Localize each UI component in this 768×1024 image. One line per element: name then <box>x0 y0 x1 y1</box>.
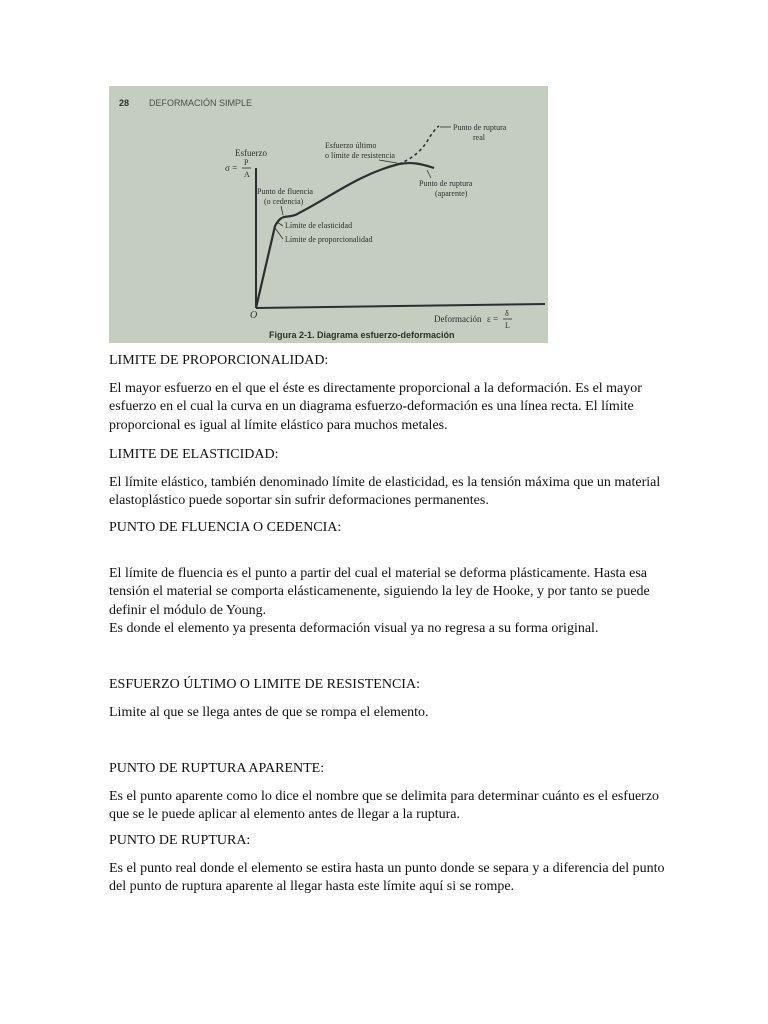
yield-label-line1: Punto de fluencia <box>257 187 313 196</box>
section-body: Es el punto real donde el elemento se estira hasta un punto donde se separa y a diferencia del punto del punto de ruptura aparente al llegar hasta este límite aquí si se rompe. <box>109 860 665 894</box>
y-axis-label: Esfuerzo <box>235 148 267 158</box>
stress-formula-lhs: σ = <box>225 163 238 173</box>
page-number: 28 <box>119 98 130 108</box>
figure-caption: Figura 2-1. Diagrama esfuerzo-deformación <box>269 330 455 340</box>
strain-formula-lhs: ε = <box>487 314 499 324</box>
rupture-real-label-line1: Punto de ruptura <box>453 123 507 132</box>
stress-strain-diagram <box>109 86 548 343</box>
ultimate-label-line1: Esfuerzo último <box>325 141 377 150</box>
strain-formula-den: L <box>505 321 510 330</box>
rupture-apparent-label-line2: (aparente) <box>435 189 468 198</box>
x-axis-label: Deformación <box>434 314 482 324</box>
running-head: DEFORMACIÓN SIMPLE <box>149 98 253 108</box>
section-heading: PUNTO DE RUPTURA APARENTE: <box>109 761 325 776</box>
section-heading: ESFUERZO ÚLTIMO O LIMITE DE RESISTENCIA: <box>109 677 420 692</box>
section-heading: LIMITE DE PROPORCIONALIDAD: <box>109 353 329 368</box>
stress-strain-figure <box>109 86 548 343</box>
yield-label-line2: (o cedencia) <box>264 197 304 206</box>
strain-formula-num: δ <box>505 309 509 318</box>
ultimate-label-line2: o límite de resistencia <box>325 151 395 160</box>
section-body: El límite elástico, también denominado límite de elasticidad, es la tensión máxima que un material elastoplástico puede soportar sin sufrir deformaciones permanentes. <box>109 474 661 508</box>
section-body: El límite de fluencia es el punto a partir del cual el material se deforma plásticamente. Hasta esa tensión el material se comporta elásticamenente, siguiendo la ley de Hooke, y por tanto se puede definir el módulo de Young. Es donde el elemento ya presenta deformación visual ya no regresa a su forma original. <box>109 565 650 636</box>
rupture-real-label-line2: real <box>473 133 485 142</box>
section-heading: LIMITE DE ELASTICIDAD: <box>109 447 279 462</box>
origin-label: O <box>250 310 258 321</box>
section-heading: PUNTO DE RUPTURA: <box>109 833 251 848</box>
section-elastic-limit <box>109 446 669 511</box>
section-yield-point <box>109 519 669 639</box>
section-rupture-point <box>109 832 669 897</box>
elastic-limit-label: Límite de elasticidad <box>285 221 353 230</box>
section-body: Es el punto aparente como lo dice el nombre que se delimita para determinar cuánto es el esfuerzo que se le puede aplicar al elemento antes de llegar a la ruptura. <box>109 788 660 822</box>
stress-formula-num: P <box>244 158 249 167</box>
stress-formula-den: A <box>244 170 250 179</box>
section-proportional-limit <box>109 352 669 435</box>
section-heading: PUNTO DE FLUENCIA O CEDENCIA: <box>109 520 342 535</box>
section-apparent-rupture <box>109 760 669 825</box>
section-ultimate-stress <box>109 676 669 722</box>
section-body: El mayor esfuerzo en el que el éste es directamente proporcional a la deformación. Es el mayor esfuerzo en el cual la curva en un diagrama esfuerzo-deformación es una línea recta. El límite proporcional es igual al límite elástico para muchos metales. <box>109 380 642 433</box>
section-body: Limite al que se llega antes de que se rompa el elemento. <box>109 704 429 720</box>
proportional-limit-label: Límite de proporcionalidad <box>285 235 373 244</box>
rupture-apparent-label-line1: Punto de ruptura <box>419 179 473 188</box>
